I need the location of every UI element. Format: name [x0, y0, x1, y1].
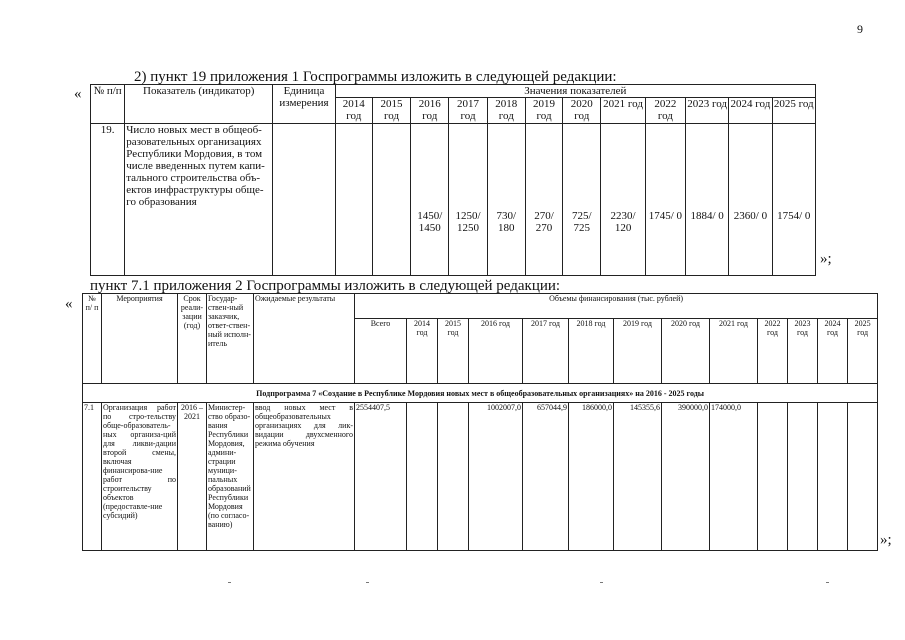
col-period-header: Срок реали-зации (год): [178, 294, 207, 384]
value-2018: 730/ 180: [487, 124, 525, 276]
year-header: 2025 год: [848, 319, 878, 384]
fund-2019: 145355,6: [614, 403, 662, 551]
fund-2018: 186000,0: [569, 403, 614, 551]
row-num: 19.: [91, 124, 125, 276]
year-header: 2018 год: [487, 98, 525, 124]
year-header: 2024 год: [818, 319, 848, 384]
year-header: 2019 год: [614, 319, 662, 384]
section1-open-quote: «: [74, 86, 82, 102]
year-header: 2023 год: [788, 319, 818, 384]
year-header: 2021 год: [601, 98, 645, 124]
col-results-header: Ожидаемые результаты: [254, 294, 355, 384]
year-header: 2014 год: [335, 98, 372, 124]
indicator-table: [90, 84, 816, 276]
scan-speck: [600, 582, 603, 583]
row-total: 2554407,5: [355, 403, 407, 551]
section2-heading: пункт 7.1 приложения 2 Госпрограммы изложить в следующей редакции:: [90, 278, 561, 294]
year-header: 2024 год: [729, 98, 772, 124]
year-header: 2020 год: [563, 98, 601, 124]
col-indicator-header: Показатель (индикатор): [125, 85, 273, 124]
page-number: 9: [857, 22, 863, 36]
scan-speck: [366, 582, 369, 583]
fund-2024: [818, 403, 848, 551]
value-2022: 1745/ 0: [645, 124, 685, 276]
value-2015: [372, 124, 410, 276]
fund-2017: 657044,9: [523, 403, 569, 551]
year-header: 2016 год: [469, 319, 523, 384]
fund-2020: 390000,0: [662, 403, 710, 551]
funding-table: [82, 293, 878, 551]
scan-speck: [228, 582, 231, 583]
fund-2021: 174000,0: [710, 403, 758, 551]
value-2020: 725/ 725: [563, 124, 601, 276]
row-num: 7.1: [83, 403, 102, 551]
col-unit-header: Единица измерения: [273, 85, 335, 124]
col-num-header: № п/п: [91, 85, 125, 124]
year-header: 2017 год: [523, 319, 569, 384]
year-header: 2021 год: [710, 319, 758, 384]
value-2014: [335, 124, 372, 276]
value-2019: 270/ 270: [525, 124, 562, 276]
col-customer-header: Государ-ствен-ный заказчик, ответ-ствен-ный исполн-итель: [207, 294, 254, 384]
section2-open-quote: «: [65, 296, 73, 312]
fund-2016: 1002007,0: [469, 403, 523, 551]
col-total-header: Всего: [355, 319, 407, 384]
year-header: 2022 год: [758, 319, 788, 384]
row-indicator: Число новых мест в общеоб-разовательных организациях Республики Мордовия, в том числе введенных путем капи-тального строительства объ-ектов инфраструктуры обще-го образования: [125, 124, 273, 276]
funding-header: Объемы финансирования (тыс. рублей): [355, 294, 878, 319]
fund-2014: [407, 403, 438, 551]
year-header: 2017 год: [449, 98, 487, 124]
year-header: 2018 год: [569, 319, 614, 384]
section1-heading: 2) пункт 19 приложения 1 Госпрограммы изложить в следующей редакции:: [134, 69, 617, 85]
row-unit: [273, 124, 335, 276]
fund-2023: [788, 403, 818, 551]
section1-close-quote: »;: [820, 251, 832, 267]
value-2017: 1250/ 1250: [449, 124, 487, 276]
fund-2022: [758, 403, 788, 551]
year-header: 2015 год: [438, 319, 469, 384]
subprogram-title: Подпрограмма 7 «Создание в Республике Мордовия новых мест в общеобразовательных организациях» на 2016 - 2025 годы: [83, 384, 878, 403]
scan-speck: [826, 582, 829, 583]
value-2023: 1884/ 0: [685, 124, 728, 276]
year-header: 2019 год: [525, 98, 562, 124]
year-header: 2020 год: [662, 319, 710, 384]
value-2024: 2360/ 0: [729, 124, 772, 276]
col-num-header: № п/ п: [83, 294, 102, 384]
year-header: 2015 год: [372, 98, 410, 124]
value-2021: 2230/ 120: [601, 124, 645, 276]
col-measure-header: Мероприятия: [102, 294, 178, 384]
value-2016: 1450/ 1450: [411, 124, 449, 276]
section2-close-quote: »;: [880, 532, 892, 548]
value-2025: 1754/ 0: [772, 124, 815, 276]
values-header: Значения показателей: [335, 85, 815, 98]
year-header: 2014 год: [407, 319, 438, 384]
row-results: ввод новых мест в общеобразовательных организациях для лик-видации двухсменного режима обучения: [254, 403, 355, 551]
year-header: 2025 год: [772, 98, 815, 124]
fund-2025: [848, 403, 878, 551]
row-customer: Министер-ство образо-вания Республики Мордовия, админи-страции муници-пальных образований Республики Мордовия (по согласо-ванию): [207, 403, 254, 551]
row-period: 2016 – 2021: [178, 403, 207, 551]
row-measure: Организация работ по стро-тельству обще-образователь-ных организа-ций для ликви-дации второй смены, включая финансирова-ние работ по строительству объектов (предоставле-ние субсидий): [102, 403, 178, 551]
year-header: 2016 год: [411, 98, 449, 124]
year-header: 2023 год: [685, 98, 728, 124]
fund-2015: [438, 403, 469, 551]
year-header: 2022 год: [645, 98, 685, 124]
